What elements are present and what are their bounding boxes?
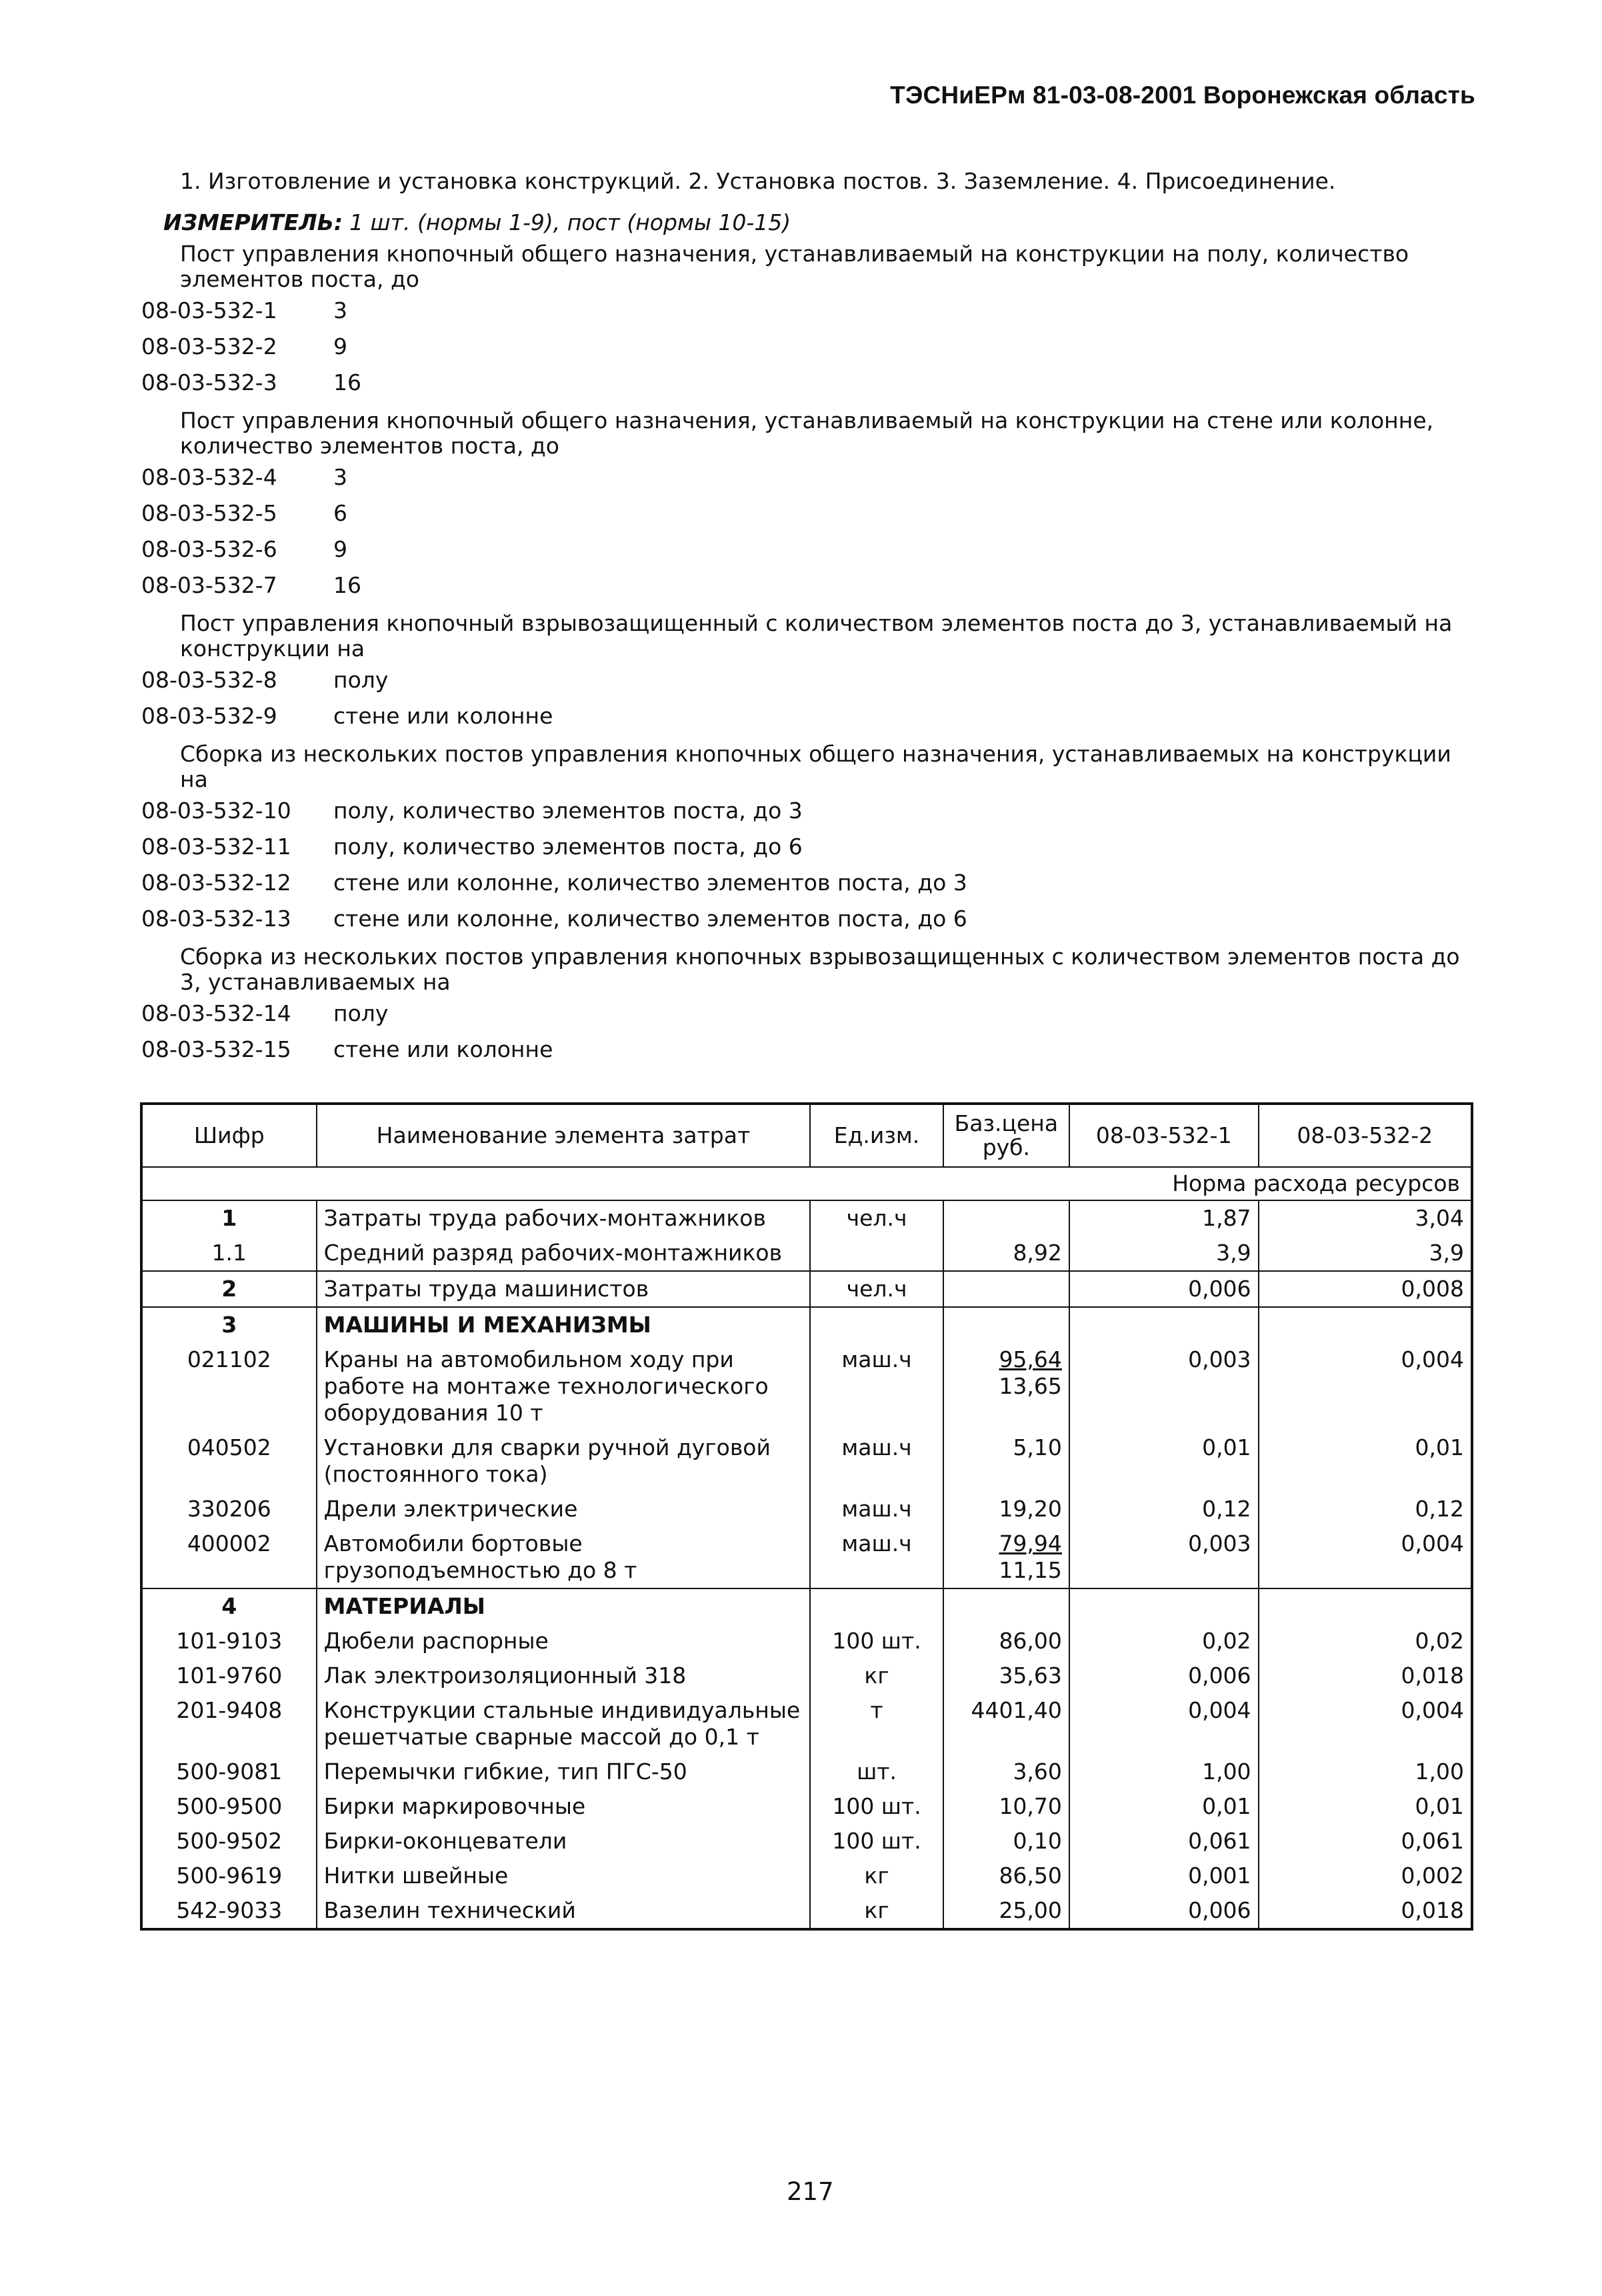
price-value: 79,94 [999,1530,1062,1556]
table-row [141,1624,1472,1658]
cell-norm-1: 0,004 [1069,1693,1259,1755]
cell-norm-2: 0,004 [1259,1526,1472,1588]
column-header-price: Баз.цена руб. [943,1104,1069,1167]
cell-price [943,1200,1069,1236]
cell-code: 500-9502 [141,1824,317,1859]
norm-code: 08-03-532-13 [141,906,291,932]
price-value: 25,00 [999,1897,1062,1923]
cell-code: 330206 [141,1492,317,1526]
cell-norm-1: 0,003 [1069,1342,1259,1430]
price-value: 3,60 [1013,1759,1062,1785]
cell-norm-1: 0,061 [1069,1824,1259,1859]
norm-code: 08-03-532-4 [141,464,277,490]
norm-value: 9 [333,536,347,562]
cell-code: 400002 [141,1526,317,1588]
cell-name: Дрели электрические [317,1492,811,1526]
norm-value: 3 [333,464,347,490]
column-header-norm-2: 08-03-532-2 [1259,1104,1472,1167]
price-value: 19,20 [999,1496,1062,1522]
norm-code: 08-03-532-7 [141,572,277,598]
norm-value: полу [333,667,389,693]
cell-unit: кг [810,1658,943,1693]
cell-unit: кг [810,1859,943,1893]
cell-norm-1: 0,003 [1069,1526,1259,1588]
norm-code: 08-03-532-6 [141,536,277,562]
cell-code: 1 [141,1200,317,1236]
table-row [141,1526,1472,1588]
column-header-code: Шифр [141,1104,317,1167]
cell-code: 500-9500 [141,1789,317,1824]
table-row [141,1271,1472,1307]
cell-unit: 100 шт. [810,1824,943,1859]
cell-norm-2: 0,004 [1259,1693,1472,1755]
cell-unit: шт. [810,1755,943,1789]
price-value: 95,64 [999,1346,1062,1372]
cell-norm-2: 0,002 [1259,1859,1472,1893]
cell-unit: чел.ч [810,1200,943,1236]
cell-price [943,1492,1069,1526]
cell-code: 040502 [141,1430,317,1492]
table-row [141,1342,1472,1430]
norm-code: 08-03-532-3 [141,369,277,395]
cell-norm-2: 0,01 [1259,1789,1472,1824]
cell-name: Бирки-оконцеватели [317,1824,811,1859]
cell-name: МАШИНЫ И МЕХАНИЗМЫ [317,1307,811,1342]
cell-unit: чел.ч [810,1271,943,1307]
norm-caption: Норма расхода ресурсов [141,1167,1472,1200]
norm-value: стене или колонне, количество элементов поста, до 3 [333,870,967,896]
cell-norm-1: 0,006 [1069,1271,1259,1307]
cell-unit: маш.ч [810,1526,943,1588]
cell-unit: маш.ч [810,1492,943,1526]
norm-value: 9 [333,333,347,359]
cell-unit: маш.ч [810,1430,943,1492]
norm-code: 08-03-532-14 [141,1000,291,1026]
table-row [141,1200,1472,1236]
cell-norm-2: 3,9 [1259,1236,1472,1271]
table-row [141,1693,1472,1755]
cell-norm-1: 0,01 [1069,1789,1259,1824]
table-row [141,1307,1472,1342]
cell-name: Конструкции стальные индивидуальные решетчатые сварные массой до 0,1 т [317,1693,811,1755]
price-value: 5,10 [1013,1434,1062,1460]
section-description: Сборка из нескольких постов управления кнопочных взрывозащищенных с количеством элементов поста до 3, устанавливаемых на [180,944,1460,995]
cell-norm-2: 1,00 [1259,1755,1472,1789]
norm-value: 6 [333,500,347,526]
cell-unit: 100 шт. [810,1624,943,1658]
cell-price [943,1342,1069,1430]
section-description: Пост управления кнопочный взрывозащищенный с количеством элементов поста до 3, устанавливаемый на конструкции на [180,610,1453,662]
cell-unit [810,1307,943,1342]
norm-code: 08-03-532-10 [141,798,291,824]
price-value: 10,70 [999,1793,1062,1819]
cell-price [943,1755,1069,1789]
cell-price [943,1893,1069,1929]
cell-norm-1: 0,001 [1069,1859,1259,1893]
cell-code: 542-9033 [141,1893,317,1929]
cell-name: Вазелин технический [317,1893,811,1929]
resource-norms-table [140,1102,1473,1931]
cell-code: 101-9103 [141,1624,317,1658]
cell-price [943,1307,1069,1342]
cell-unit: кг [810,1893,943,1929]
cell-norm-2: 0,01 [1259,1430,1472,1492]
table-row [141,1755,1472,1789]
cell-norm-2: 0,02 [1259,1624,1472,1658]
cell-price [943,1271,1069,1307]
table-header-row [141,1104,1472,1167]
cell-price [943,1658,1069,1693]
table-row [141,1893,1472,1929]
cell-price [943,1693,1069,1755]
work-composition: 1. Изготовление и установка конструкций. 2. Установка постов. 3. Заземление. 4. Присоединение. [180,168,1336,194]
cell-price [943,1430,1069,1492]
price-value: 35,63 [999,1662,1062,1688]
section-description: Пост управления кнопочный общего назначения, устанавливаемый на конструкции на полу, количество элементов поста, до [180,241,1409,292]
norm-code: 08-03-532-12 [141,870,291,896]
price-value: 86,00 [999,1628,1062,1654]
price-value: 86,50 [999,1863,1062,1889]
cell-name: Перемычки гибкие, тип ПГС-50 [317,1755,811,1789]
table-row [141,1824,1472,1859]
norm-code: 08-03-532-15 [141,1036,291,1062]
table-row [141,1588,1472,1624]
cell-norm-1 [1069,1588,1259,1624]
table-row [141,1658,1472,1693]
price-subvalue: 11,15 [999,1557,1062,1583]
cell-name: Затраты труда машинистов [317,1271,811,1307]
cell-unit: т [810,1693,943,1755]
norm-value: полу, количество элементов поста, до 6 [333,834,803,860]
cell-name: Дюбели распорные [317,1624,811,1658]
cell-norm-1: 0,02 [1069,1624,1259,1658]
cell-unit [810,1236,943,1271]
measure-unit-text: 1 шт. (нормы 1-9), пост (нормы 10-15) [349,209,791,235]
table-row [141,1789,1472,1824]
cell-norm-2: 0,018 [1259,1893,1472,1929]
norm-value: полу, количество элементов поста, до 3 [333,798,803,824]
cell-code: 500-9619 [141,1859,317,1893]
cell-norm-2: 0,004 [1259,1342,1472,1430]
norm-value: 16 [333,572,361,598]
price-value: 4401,40 [971,1697,1062,1723]
cell-name: Автомобили бортовые грузоподъемностью до 8 т [317,1526,811,1588]
norm-value: полу [333,1000,389,1026]
cell-code: 4 [141,1588,317,1624]
cell-norm-1 [1069,1307,1259,1342]
cell-norm-2 [1259,1307,1472,1342]
cell-code: 3 [141,1307,317,1342]
cell-norm-2: 0,008 [1259,1271,1472,1307]
cell-name: Лак электроизоляционный 318 [317,1658,811,1693]
cell-code: 101-9760 [141,1658,317,1693]
cell-name: Бирки маркировочные [317,1789,811,1824]
price-subvalue: 13,65 [999,1373,1062,1399]
norm-value: 16 [333,369,361,395]
cell-name: Нитки швейные [317,1859,811,1893]
cell-unit: маш.ч [810,1342,943,1430]
cell-norm-1: 1,87 [1069,1200,1259,1236]
price-value: 8,92 [1013,1240,1062,1266]
cell-name: Краны на автомобильном ходу при работе на монтаже технологического оборудования 10 т [317,1342,811,1430]
cell-code: 021102 [141,1342,317,1430]
norm-code: 08-03-532-1 [141,297,277,323]
norm-value: стене или колонне, количество элементов поста, до 6 [333,906,967,932]
cell-code: 500-9081 [141,1755,317,1789]
section-description: Пост управления кнопочный общего назначения, устанавливаемый на конструкции на стене или колонне, количество элементов поста, до [180,407,1434,459]
cell-price [943,1789,1069,1824]
table-row [141,1492,1472,1526]
cell-price [943,1236,1069,1271]
cell-unit: 100 шт. [810,1789,943,1824]
cell-price [943,1526,1069,1588]
cell-name: Затраты труда рабочих-монтажников [317,1200,811,1236]
page-header: ТЭСНиЕРм 81-03-08-2001 Воронежская область [890,81,1475,109]
norm-value: 3 [333,297,347,323]
norm-value: стене или колонне [333,703,553,729]
cell-norm-1: 1,00 [1069,1755,1259,1789]
measure-unit-label: ИЗМЕРИТЕЛЬ: [163,209,343,235]
cell-norm-1: 0,01 [1069,1430,1259,1492]
cell-code: 201-9408 [141,1693,317,1755]
cell-norm-2: 0,061 [1259,1824,1472,1859]
measure-unit-line [163,209,791,236]
norm-code: 08-03-532-11 [141,834,291,860]
cell-norm-1: 0,12 [1069,1492,1259,1526]
norm-code: 08-03-532-5 [141,500,277,526]
cell-norm-2 [1259,1588,1472,1624]
cell-name: Установки для сварки ручной дуговой (постоянного тока) [317,1430,811,1492]
cell-norm-1: 3,9 [1069,1236,1259,1271]
cell-price [943,1824,1069,1859]
norm-code: 08-03-532-2 [141,333,277,359]
cell-code: 1.1 [141,1236,317,1271]
page-number: 217 [787,2177,834,2206]
cell-name: Средний разряд рабочих-монтажников [317,1236,811,1271]
section-description: Сборка из нескольких постов управления кнопочных общего назначения, устанавливаемых на конструкции на [180,741,1451,792]
table-row [141,1430,1472,1492]
cell-norm-2: 3,04 [1259,1200,1472,1236]
cell-unit [810,1588,943,1624]
cell-norm-1: 0,006 [1069,1658,1259,1693]
cell-name: МАТЕРИАЛЫ [317,1588,811,1624]
cell-norm-2: 0,12 [1259,1492,1472,1526]
cell-price [943,1624,1069,1658]
norm-code: 08-03-532-9 [141,703,277,729]
price-value: 0,10 [1013,1828,1062,1854]
cell-norm-2: 0,018 [1259,1658,1472,1693]
norm-code: 08-03-532-8 [141,667,277,693]
table-row [141,1859,1472,1893]
norm-caption-row [141,1167,1472,1200]
cell-norm-1: 0,006 [1069,1893,1259,1929]
column-header-unit: Ед.изм. [810,1104,943,1167]
cell-code: 2 [141,1271,317,1307]
table-row [141,1236,1472,1271]
cell-price [943,1588,1069,1624]
column-header-norm-1: 08-03-532-1 [1069,1104,1259,1167]
column-header-name: Наименование элемента затрат [317,1104,811,1167]
norm-value: стене или колонне [333,1036,553,1062]
table-body [141,1167,1472,1929]
cell-price [943,1859,1069,1893]
